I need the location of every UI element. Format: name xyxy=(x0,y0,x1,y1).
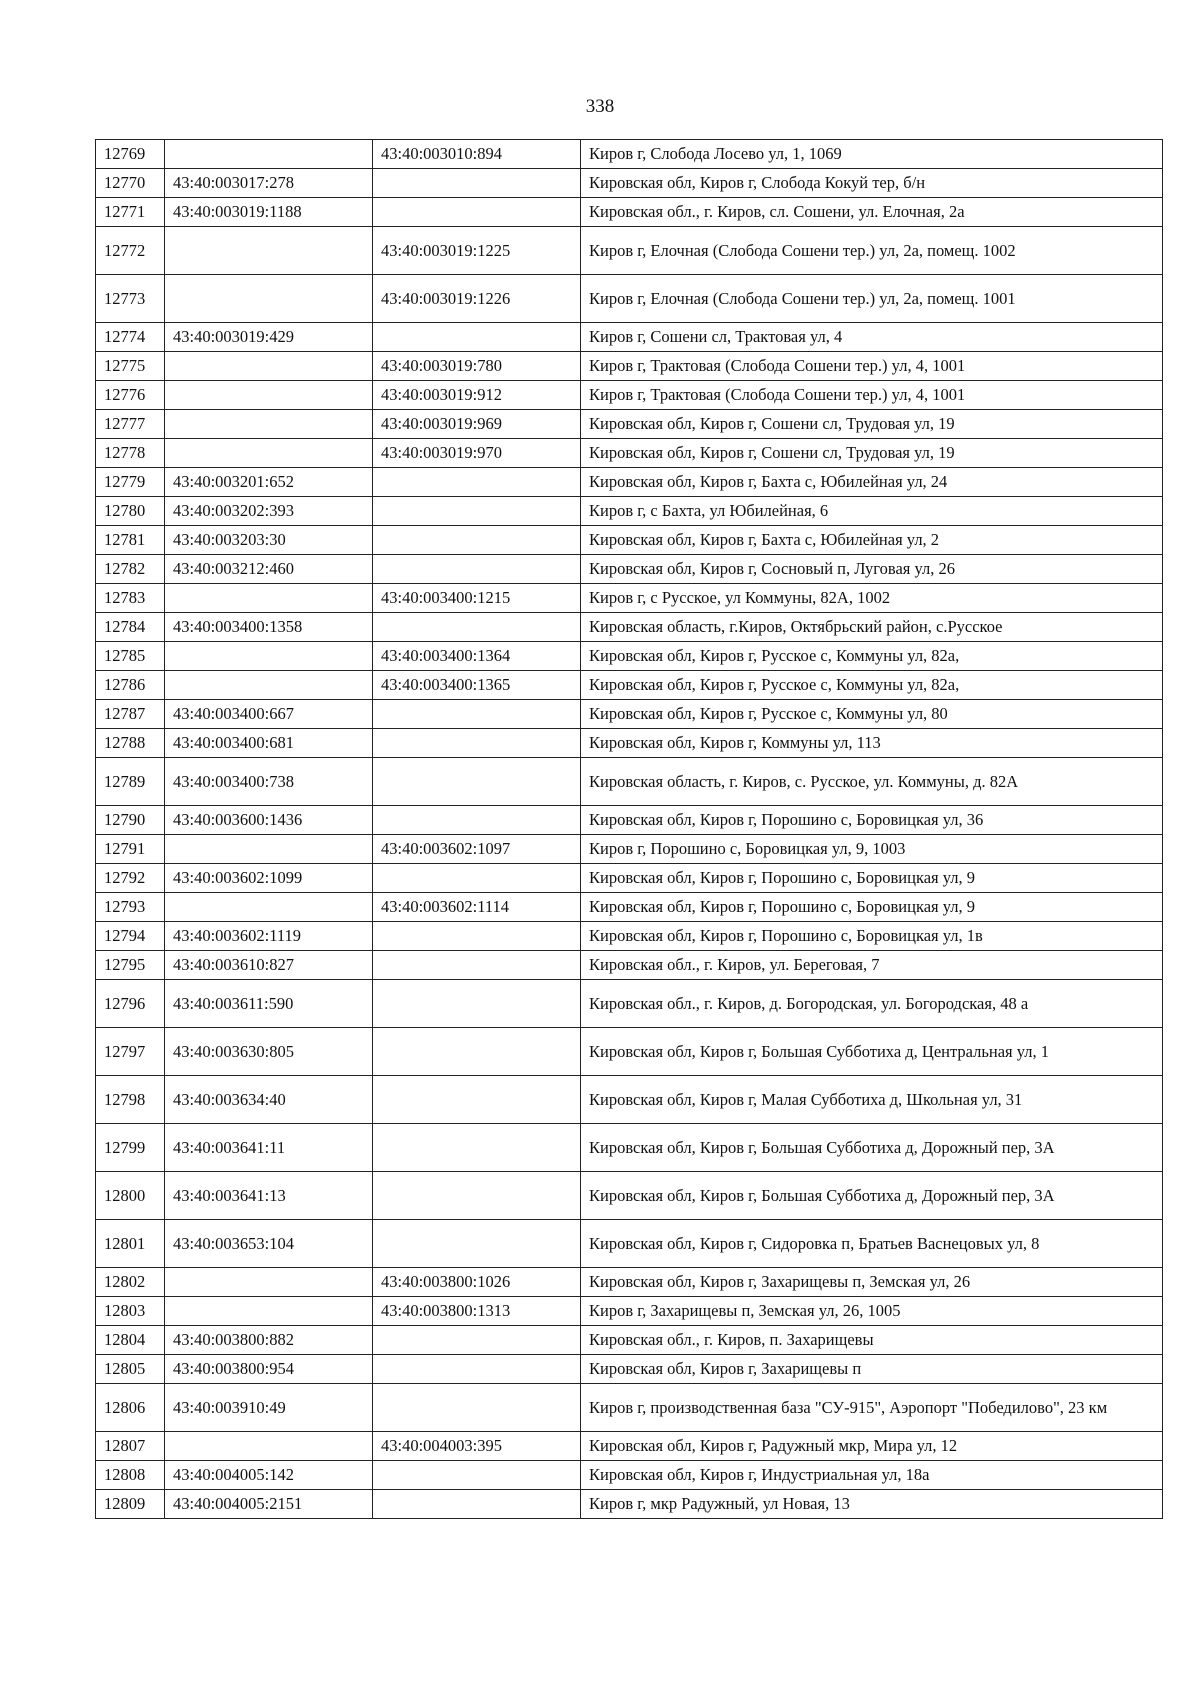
table-row xyxy=(96,1124,1163,1172)
table-row xyxy=(96,497,1163,526)
address-cell: Киров г, Слобода Лосево ул, 1, 1069 xyxy=(581,140,1163,169)
premises-cadastral-number-cell xyxy=(373,1028,581,1076)
premises-cadastral-number-cell xyxy=(373,497,581,526)
table-row xyxy=(96,922,1163,951)
table-row xyxy=(96,1268,1163,1297)
table-row xyxy=(96,758,1163,806)
table-row xyxy=(96,1432,1163,1461)
row-number-cell: 12778 xyxy=(96,439,165,468)
registry-table xyxy=(95,139,1163,1519)
cadastral-number-cell: 43:40:003201:652 xyxy=(165,468,373,497)
address-cell: Кировская обл., г. Киров, сл. Сошени, ул. Елочная, 2а xyxy=(581,198,1163,227)
table-row xyxy=(96,613,1163,642)
premises-cadastral-number-cell: 43:40:003400:1364 xyxy=(373,642,581,671)
premises-cadastral-number-cell xyxy=(373,1172,581,1220)
row-number-cell: 12795 xyxy=(96,951,165,980)
address-cell: Кировская обл., г. Киров, д. Богородская, ул. Богородская, 48 а xyxy=(581,980,1163,1028)
premises-cadastral-number-cell xyxy=(373,864,581,893)
address-cell: Киров г, Порошино с, Боровицкая ул, 9, 1003 xyxy=(581,835,1163,864)
address-cell: Киров г, мкр Радужный, ул Новая, 13 xyxy=(581,1490,1163,1519)
cadastral-number-cell xyxy=(165,140,373,169)
address-cell: Кировская обл, Киров г, Сошени сл, Трудовая ул, 19 xyxy=(581,410,1163,439)
cadastral-number-cell: 43:40:003019:429 xyxy=(165,323,373,352)
premises-cadastral-number-cell xyxy=(373,1124,581,1172)
address-cell: Киров г, с Бахта, ул Юбилейная, 6 xyxy=(581,497,1163,526)
cadastral-number-cell: 43:40:003610:827 xyxy=(165,951,373,980)
table-row xyxy=(96,1172,1163,1220)
premises-cadastral-number-cell: 43:40:003019:912 xyxy=(373,381,581,410)
address-cell: Киров г, Трактовая (Слобода Сошени тер.) ул, 4, 1001 xyxy=(581,352,1163,381)
address-cell: Кировская обл, Киров г, Сидоровка п, Братьев Васнецовых ул, 8 xyxy=(581,1220,1163,1268)
table-row xyxy=(96,1076,1163,1124)
address-cell: Кировская обл, Киров г, Русское с, Коммуны ул, 82а, xyxy=(581,671,1163,700)
premises-cadastral-number-cell: 43:40:003602:1114 xyxy=(373,893,581,922)
address-cell: Киров г, Сошени сл, Трактовая ул, 4 xyxy=(581,323,1163,352)
cadastral-number-cell: 43:40:003400:667 xyxy=(165,700,373,729)
table-row xyxy=(96,275,1163,323)
cadastral-number-cell: 43:40:004005:2151 xyxy=(165,1490,373,1519)
table-row xyxy=(96,1028,1163,1076)
cadastral-number-cell: 43:40:003602:1099 xyxy=(165,864,373,893)
address-cell: Кировская обл., г. Киров, п. Захарищевы xyxy=(581,1326,1163,1355)
premises-cadastral-number-cell: 43:40:003800:1313 xyxy=(373,1297,581,1326)
premises-cadastral-number-cell xyxy=(373,729,581,758)
table-row xyxy=(96,835,1163,864)
table-row xyxy=(96,1490,1163,1519)
row-number-cell: 12794 xyxy=(96,922,165,951)
cadastral-number-cell: 43:40:003600:1436 xyxy=(165,806,373,835)
premises-cadastral-number-cell: 43:40:003602:1097 xyxy=(373,835,581,864)
cadastral-number-cell xyxy=(165,1432,373,1461)
cadastral-number-cell: 43:40:003400:1358 xyxy=(165,613,373,642)
table-row xyxy=(96,1220,1163,1268)
address-cell: Кировская область, г. Киров, с. Русское, ул. Коммуны, д. 82А xyxy=(581,758,1163,806)
row-number-cell: 12802 xyxy=(96,1268,165,1297)
row-number-cell: 12799 xyxy=(96,1124,165,1172)
premises-cadastral-number-cell xyxy=(373,758,581,806)
table-row xyxy=(96,893,1163,922)
row-number-cell: 12796 xyxy=(96,980,165,1028)
table-row xyxy=(96,169,1163,198)
cadastral-number-cell: 43:40:003202:393 xyxy=(165,497,373,526)
address-cell: Кировская обл, Киров г, Радужный мкр, Мира ул, 12 xyxy=(581,1432,1163,1461)
premises-cadastral-number-cell xyxy=(373,1326,581,1355)
cadastral-number-cell: 43:40:003630:805 xyxy=(165,1028,373,1076)
cadastral-number-cell: 43:40:003203:30 xyxy=(165,526,373,555)
row-number-cell: 12789 xyxy=(96,758,165,806)
premises-cadastral-number-cell: 43:40:003019:1226 xyxy=(373,275,581,323)
premises-cadastral-number-cell xyxy=(373,1490,581,1519)
premises-cadastral-number-cell xyxy=(373,468,581,497)
cadastral-number-cell: 43:40:004005:142 xyxy=(165,1461,373,1490)
cadastral-number-cell: 43:40:003653:104 xyxy=(165,1220,373,1268)
row-number-cell: 12807 xyxy=(96,1432,165,1461)
row-number-cell: 12793 xyxy=(96,893,165,922)
row-number-cell: 12790 xyxy=(96,806,165,835)
address-cell: Киров г, Елочная (Слобода Сошени тер.) ул, 2а, помещ. 1001 xyxy=(581,275,1163,323)
row-number-cell: 12806 xyxy=(96,1384,165,1432)
cadastral-number-cell: 43:40:003641:13 xyxy=(165,1172,373,1220)
cadastral-number-cell xyxy=(165,275,373,323)
table-row xyxy=(96,198,1163,227)
table-row xyxy=(96,526,1163,555)
premises-cadastral-number-cell xyxy=(373,198,581,227)
row-number-cell: 12803 xyxy=(96,1297,165,1326)
cadastral-number-cell: 43:40:003611:590 xyxy=(165,980,373,1028)
address-cell: Кировская обл, Киров г, Бахта с, Юбилейная ул, 24 xyxy=(581,468,1163,497)
address-cell: Кировская обл, Киров г, Русское с, Коммуны ул, 80 xyxy=(581,700,1163,729)
cadastral-number-cell xyxy=(165,381,373,410)
premises-cadastral-number-cell xyxy=(373,1355,581,1384)
cadastral-number-cell xyxy=(165,352,373,381)
premises-cadastral-number-cell xyxy=(373,1076,581,1124)
table-row xyxy=(96,439,1163,468)
address-cell: Кировская обл., г. Киров, ул. Береговая, 7 xyxy=(581,951,1163,980)
premises-cadastral-number-cell: 43:40:003019:970 xyxy=(373,439,581,468)
address-cell: Киров г, Елочная (Слобода Сошени тер.) ул, 2а, помещ. 1002 xyxy=(581,227,1163,275)
cadastral-number-cell xyxy=(165,1297,373,1326)
row-number-cell: 12808 xyxy=(96,1461,165,1490)
table-row xyxy=(96,584,1163,613)
address-cell: Кировская обл, Киров г, Захарищевы п, Земская ул, 26 xyxy=(581,1268,1163,1297)
table-row xyxy=(96,323,1163,352)
premises-cadastral-number-cell xyxy=(373,555,581,584)
row-number-cell: 12780 xyxy=(96,497,165,526)
row-number-cell: 12773 xyxy=(96,275,165,323)
row-number-cell: 12786 xyxy=(96,671,165,700)
table-row xyxy=(96,642,1163,671)
address-cell: Кировская область, г.Киров, Октябрьский район, с.Русское xyxy=(581,613,1163,642)
address-cell: Киров г, с Русское, ул Коммуны, 82А, 1002 xyxy=(581,584,1163,613)
cadastral-number-cell: 43:40:003400:738 xyxy=(165,758,373,806)
row-number-cell: 12801 xyxy=(96,1220,165,1268)
address-cell: Кировская обл, Киров г, Малая Субботиха д, Школьная ул, 31 xyxy=(581,1076,1163,1124)
table-row xyxy=(96,729,1163,758)
cadastral-number-cell: 43:40:003400:681 xyxy=(165,729,373,758)
row-number-cell: 12791 xyxy=(96,835,165,864)
cadastral-number-cell xyxy=(165,439,373,468)
row-number-cell: 12776 xyxy=(96,381,165,410)
cadastral-number-cell: 43:40:003800:882 xyxy=(165,1326,373,1355)
cadastral-number-cell xyxy=(165,584,373,613)
address-cell: Киров г, Трактовая (Слобода Сошени тер.) ул, 4, 1001 xyxy=(581,381,1163,410)
premises-cadastral-number-cell xyxy=(373,951,581,980)
table-row xyxy=(96,381,1163,410)
cadastral-number-cell xyxy=(165,893,373,922)
premises-cadastral-number-cell xyxy=(373,1461,581,1490)
premises-cadastral-number-cell: 43:40:003400:1215 xyxy=(373,584,581,613)
row-number-cell: 12771 xyxy=(96,198,165,227)
page-number: 338 xyxy=(585,96,615,117)
row-number-cell: 12788 xyxy=(96,729,165,758)
table-row xyxy=(96,1297,1163,1326)
row-number-cell: 12805 xyxy=(96,1355,165,1384)
address-cell: Кировская обл, Киров г, Захарищевы п xyxy=(581,1355,1163,1384)
row-number-cell: 12785 xyxy=(96,642,165,671)
premises-cadastral-number-cell xyxy=(373,169,581,198)
cadastral-number-cell xyxy=(165,410,373,439)
premises-cadastral-number-cell xyxy=(373,613,581,642)
table-row xyxy=(96,468,1163,497)
row-number-cell: 12782 xyxy=(96,555,165,584)
premises-cadastral-number-cell: 43:40:003010:894 xyxy=(373,140,581,169)
cadastral-number-cell: 43:40:003641:11 xyxy=(165,1124,373,1172)
registry-table-body xyxy=(96,140,1163,1519)
row-number-cell: 12804 xyxy=(96,1326,165,1355)
premises-cadastral-number-cell: 43:40:003400:1365 xyxy=(373,671,581,700)
row-number-cell: 12779 xyxy=(96,468,165,497)
cadastral-number-cell xyxy=(165,1268,373,1297)
premises-cadastral-number-cell xyxy=(373,806,581,835)
cadastral-number-cell: 43:40:003800:954 xyxy=(165,1355,373,1384)
row-number-cell: 12772 xyxy=(96,227,165,275)
row-number-cell: 12774 xyxy=(96,323,165,352)
address-cell: Кировская обл, Киров г, Сошени сл, Трудовая ул, 19 xyxy=(581,439,1163,468)
cadastral-number-cell: 43:40:003634:40 xyxy=(165,1076,373,1124)
cadastral-number-cell: 43:40:003017:278 xyxy=(165,169,373,198)
row-number-cell: 12800 xyxy=(96,1172,165,1220)
address-cell: Кировская обл, Киров г, Большая Субботиха д, Дорожный пер, 3А xyxy=(581,1124,1163,1172)
row-number-cell: 12777 xyxy=(96,410,165,439)
cadastral-number-cell: 43:40:003910:49 xyxy=(165,1384,373,1432)
row-number-cell: 12787 xyxy=(96,700,165,729)
address-cell: Киров г, Захарищевы п, Земская ул, 26, 1005 xyxy=(581,1297,1163,1326)
premises-cadastral-number-cell: 43:40:004003:395 xyxy=(373,1432,581,1461)
table-row xyxy=(96,227,1163,275)
address-cell: Кировская обл, Киров г, Порошино с, Боровицкая ул, 9 xyxy=(581,893,1163,922)
row-number-cell: 12769 xyxy=(96,140,165,169)
cadastral-number-cell xyxy=(165,671,373,700)
premises-cadastral-number-cell: 43:40:003800:1026 xyxy=(373,1268,581,1297)
row-number-cell: 12770 xyxy=(96,169,165,198)
row-number-cell: 12809 xyxy=(96,1490,165,1519)
address-cell: Кировская обл, Киров г, Сосновый п, Луговая ул, 26 xyxy=(581,555,1163,584)
row-number-cell: 12781 xyxy=(96,526,165,555)
table-row xyxy=(96,1384,1163,1432)
address-cell: Кировская обл, Киров г, Слобода Кокуй тер, б/н xyxy=(581,169,1163,198)
table-row xyxy=(96,410,1163,439)
row-number-cell: 12784 xyxy=(96,613,165,642)
cadastral-number-cell xyxy=(165,642,373,671)
address-cell: Кировская обл, Киров г, Индустриальная ул, 18а xyxy=(581,1461,1163,1490)
table-row xyxy=(96,671,1163,700)
address-cell: Кировская обл, Киров г, Большая Субботиха д, Дорожный пер, 3А xyxy=(581,1172,1163,1220)
table-row xyxy=(96,140,1163,169)
row-number-cell: 12775 xyxy=(96,352,165,381)
cadastral-number-cell xyxy=(165,227,373,275)
row-number-cell: 12797 xyxy=(96,1028,165,1076)
cadastral-number-cell xyxy=(165,835,373,864)
table-row xyxy=(96,555,1163,584)
premises-cadastral-number-cell xyxy=(373,922,581,951)
table-row xyxy=(96,1355,1163,1384)
cadastral-number-cell: 43:40:003019:1188 xyxy=(165,198,373,227)
address-cell: Кировская обл, Киров г, Русское с, Коммуны ул, 82а, xyxy=(581,642,1163,671)
premises-cadastral-number-cell xyxy=(373,1384,581,1432)
premises-cadastral-number-cell xyxy=(373,1220,581,1268)
address-cell: Кировская обл, Киров г, Коммуны ул, 113 xyxy=(581,729,1163,758)
table-row xyxy=(96,864,1163,893)
address-cell: Киров г, производственная база "СУ-915", Аэропорт "Победилово", 23 км xyxy=(581,1384,1163,1432)
table-row xyxy=(96,1461,1163,1490)
table-row xyxy=(96,951,1163,980)
cadastral-number-cell: 43:40:003602:1119 xyxy=(165,922,373,951)
premises-cadastral-number-cell: 43:40:003019:780 xyxy=(373,352,581,381)
row-number-cell: 12783 xyxy=(96,584,165,613)
table-row xyxy=(96,806,1163,835)
table-row xyxy=(96,352,1163,381)
premises-cadastral-number-cell xyxy=(373,323,581,352)
table-row xyxy=(96,1326,1163,1355)
premises-cadastral-number-cell xyxy=(373,526,581,555)
premises-cadastral-number-cell xyxy=(373,700,581,729)
address-cell: Кировская обл, Киров г, Порошино с, Боровицкая ул, 9 xyxy=(581,864,1163,893)
premises-cadastral-number-cell: 43:40:003019:969 xyxy=(373,410,581,439)
row-number-cell: 12798 xyxy=(96,1076,165,1124)
address-cell: Кировская обл, Киров г, Бахта с, Юбилейная ул, 2 xyxy=(581,526,1163,555)
address-cell: Кировская обл, Киров г, Порошино с, Боровицкая ул, 1в xyxy=(581,922,1163,951)
cadastral-number-cell: 43:40:003212:460 xyxy=(165,555,373,584)
address-cell: Кировская обл, Киров г, Порошино с, Боровицкая ул, 36 xyxy=(581,806,1163,835)
table-row xyxy=(96,700,1163,729)
premises-cadastral-number-cell xyxy=(373,980,581,1028)
address-cell: Кировская обл, Киров г, Большая Субботиха д, Центральная ул, 1 xyxy=(581,1028,1163,1076)
table-row xyxy=(96,980,1163,1028)
row-number-cell: 12792 xyxy=(96,864,165,893)
premises-cadastral-number-cell: 43:40:003019:1225 xyxy=(373,227,581,275)
